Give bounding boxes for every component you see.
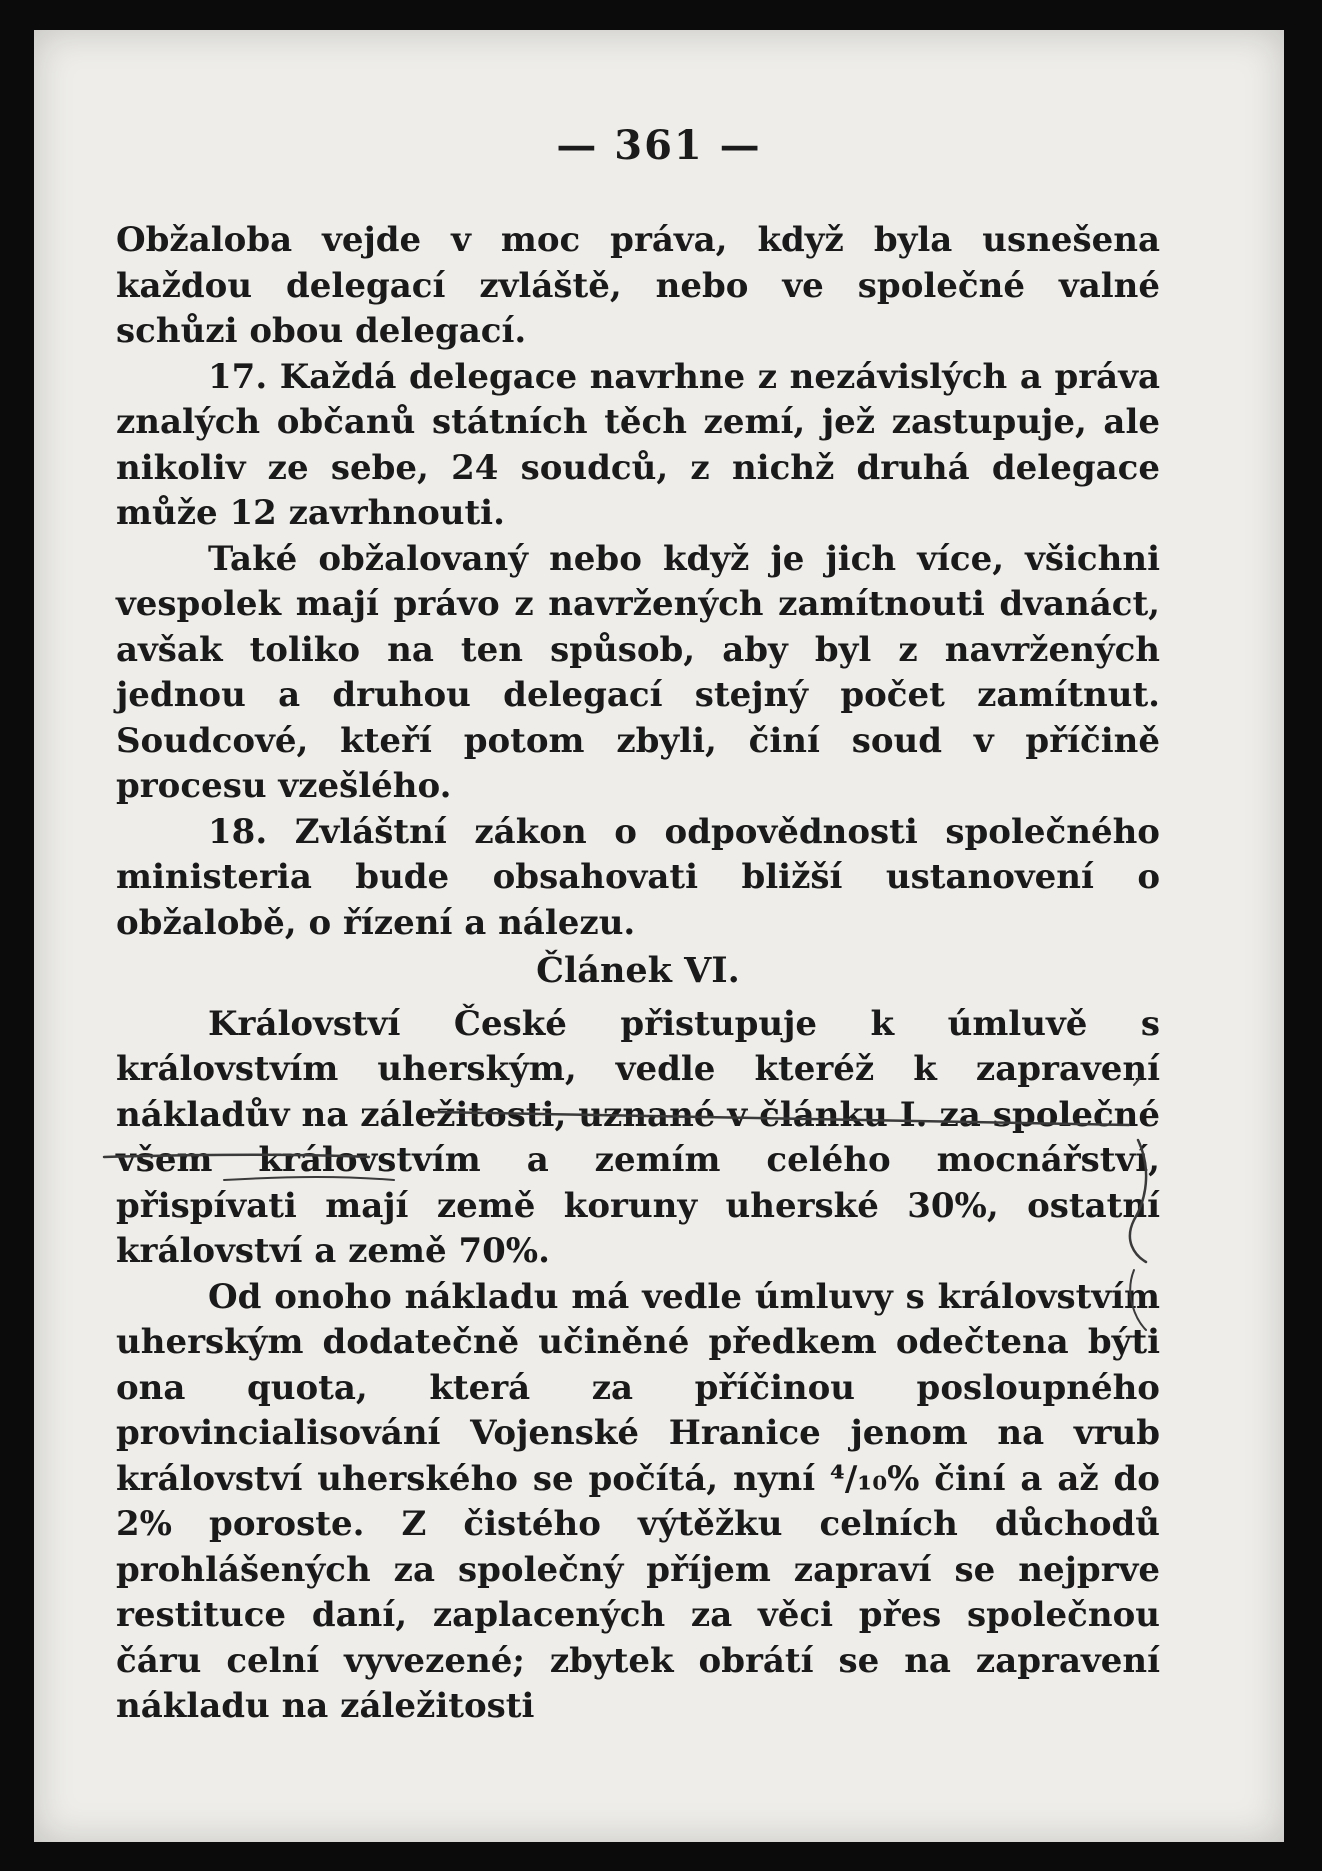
paragraph-accused-rights: Také obžalovaný nebo když je jich více, všichni vespolek mají právo z navržených zamítnouti dvanáct, avšak toliko na ten spůsob, aby byl z navržených jednou a druhou delegací stejný počet zamítnut. Soudcové, kteří potom zbyli, činí soud v příčině procesu vzešlého.: [116, 538, 1160, 806]
paragraph-cost-agreement: Království České přistupuje k úmluvě s královstvím uherským, vedle kteréž k zapravení nákladův na záležitosti, uznané v článku I. za společné všem královstvím a zemím celého mocnářství, přispívati mají země koruny uherské 30%, ostatní království a země 70%.: [116, 1003, 1160, 1271]
book-page: [34, 30, 1284, 1842]
paragraph-quota: Od onoho nákladu má vedle úmluvy s královstvím uherským dodatečně učiněné předkem odečtena býti ona quota, která za příčinou posloupného provincialisování Vojenské Hranice jenom na vrub království uherského se počítá, nyní ⁴/₁₀% činí a až do 2% poroste. Z čistého výtěžku celních důchodů prohlášených za společný příjem zapraví se nejprve restituce daní, zaplacených za věci přes společnou čáru celní vyvezené; zbytek obrátí se na zapravení nákladu na záležitosti: [116, 1276, 1160, 1726]
paragraph-impeachment-validity: Obžaloba vejde v moc práva, když byla usnešena každou delegací zvláště, nebo ve společné valné schůzi obou delegací.: [116, 220, 1160, 351]
article-heading: Článek VI.: [536, 950, 740, 991]
paragraph-section-18: 18. Zvláštní zákon o odpovědnosti společného ministeria bude obsahovati bližší ustanovení o obžalobě, o řízení a nálezu.: [116, 811, 1160, 943]
body-text: [116, 218, 1160, 1730]
paragraph-section-17: 17. Každá delegace navrhne z nezávislých a práva znalých občanů státních těch zemí, jež zastupuje, ale nikoliv ze sebe, 24 soudců, z nichž druhá delegace může 12 zavrhnouti.: [116, 356, 1160, 533]
page-number: — 361 —: [556, 122, 762, 169]
